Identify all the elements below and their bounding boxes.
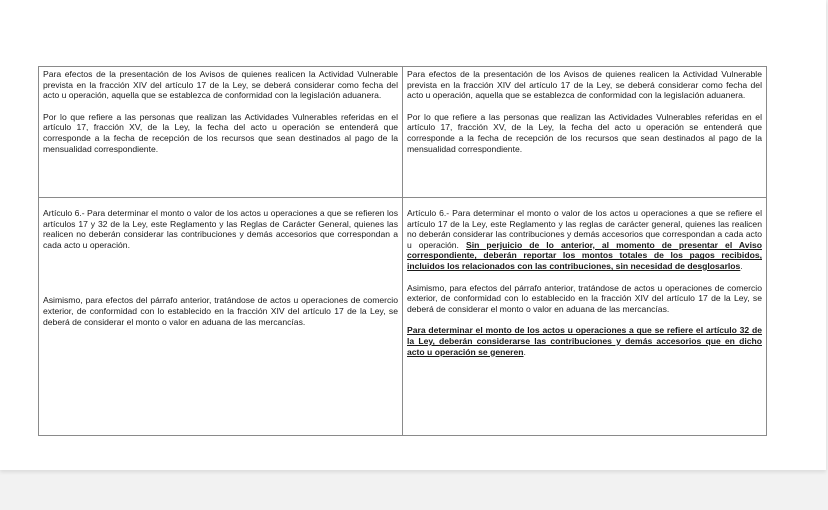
paragraph — [407, 325, 762, 357]
table-row — [39, 198, 767, 436]
unchanged-text: Artículo 6.- Para determinar el monto o valor de los actos u operaciones a que se refiere el artículo 17 de la Ley, este Reglamento y las reglas de carácter general, quienes las realicen no deberán considerar las contribuciones y demás accesorios que correspondan a cada acto u operación. — [407, 208, 762, 250]
punctuation: . — [740, 260, 743, 271]
right-cell-proposed-text — [403, 198, 767, 436]
added-text: Sin perjuicio de lo anterior, al momento de presentar el Aviso correspondiente, deberán reportar los montos totales de los pagos recibidos, incluidos los relacionados con las contribuciones, sin necesidad de desglosarlos — [407, 239, 763, 271]
table-row — [39, 67, 767, 198]
paragraph: Para efectos de la presentación de los Avisos de quienes realicen la Actividad Vulnerable prevista en la fracción XIV del artículo 17 de la Ley, se deberá considerar como fecha del acto u operación, aquella que se establezca de conformidad con la legislación aduanera. — [43, 69, 398, 101]
paragraph: Artículo 6.- Para determinar el monto o valor de los actos u operaciones a que se refieren los artículos 17 y 32 de la Ley, este Reglamento y las Reglas de Carácter General, quienes las realicen no deberán considerar las contribuciones y demás accesorios que correspondan a cada acto u operación. — [43, 208, 398, 250]
left-cell-current-text — [39, 67, 403, 198]
paragraph — [407, 208, 762, 272]
punctuation: . — [523, 346, 526, 357]
right-cell-proposed-text — [403, 67, 767, 198]
paragraph: Asimismo, para efectos del párrafo anterior, tratándose de actos u operaciones de comercio exterior, de conformidad con lo establecido en la fracción XIV del artículo 17 de la Ley, se deberá de considerar el monto o valor en aduana de las mercancías. — [407, 282, 762, 314]
comparison-table — [38, 66, 767, 436]
paragraph: Por lo que refiere a las personas que realizan las Actividades Vulnerables referidas en el artículo 17, fracción XV, de la Ley, la fecha del acto u operación se entenderá que corresponde a la fecha de recepción de los recursos que sean destinados al pago de la mensualidad correspondiente. — [43, 111, 398, 154]
added-text: Para determinar el monto de los actos u operaciones a que se refiere el artículo 32 de la Ley, deberán considerarse las contribuciones y demás accesorios que en dicho acto u operación se generen — [407, 325, 762, 357]
paragraph: Para efectos de la presentación de los Avisos de quienes realicen la Actividad Vulnerable prevista en la fracción XIV del artículo 17 de la Ley, se deberá considerar como fecha del acto u operación, aquella que se establezca de conformidad con la legislación aduanera. — [407, 69, 762, 101]
left-cell-current-text — [39, 198, 403, 436]
paragraph: Asimismo, para efectos del párrafo anterior, tratándose de actos u operaciones de comercio exterior, de conformidad con lo establecido en la fracción XIV del artículo 17 de la Ley, se deberá de considerar el monto o valor en aduana de las mercancías. — [43, 295, 398, 327]
paragraph: Por lo que refiere a las personas que realizan las Actividades Vulnerables referidas en el artículo 17, fracción XV, de la Ley, la fecha del acto u operación se entenderá que corresponde a la fecha de recepción de los recursos que sean destinados al pago de la mensualidad correspondiente. — [407, 111, 762, 154]
